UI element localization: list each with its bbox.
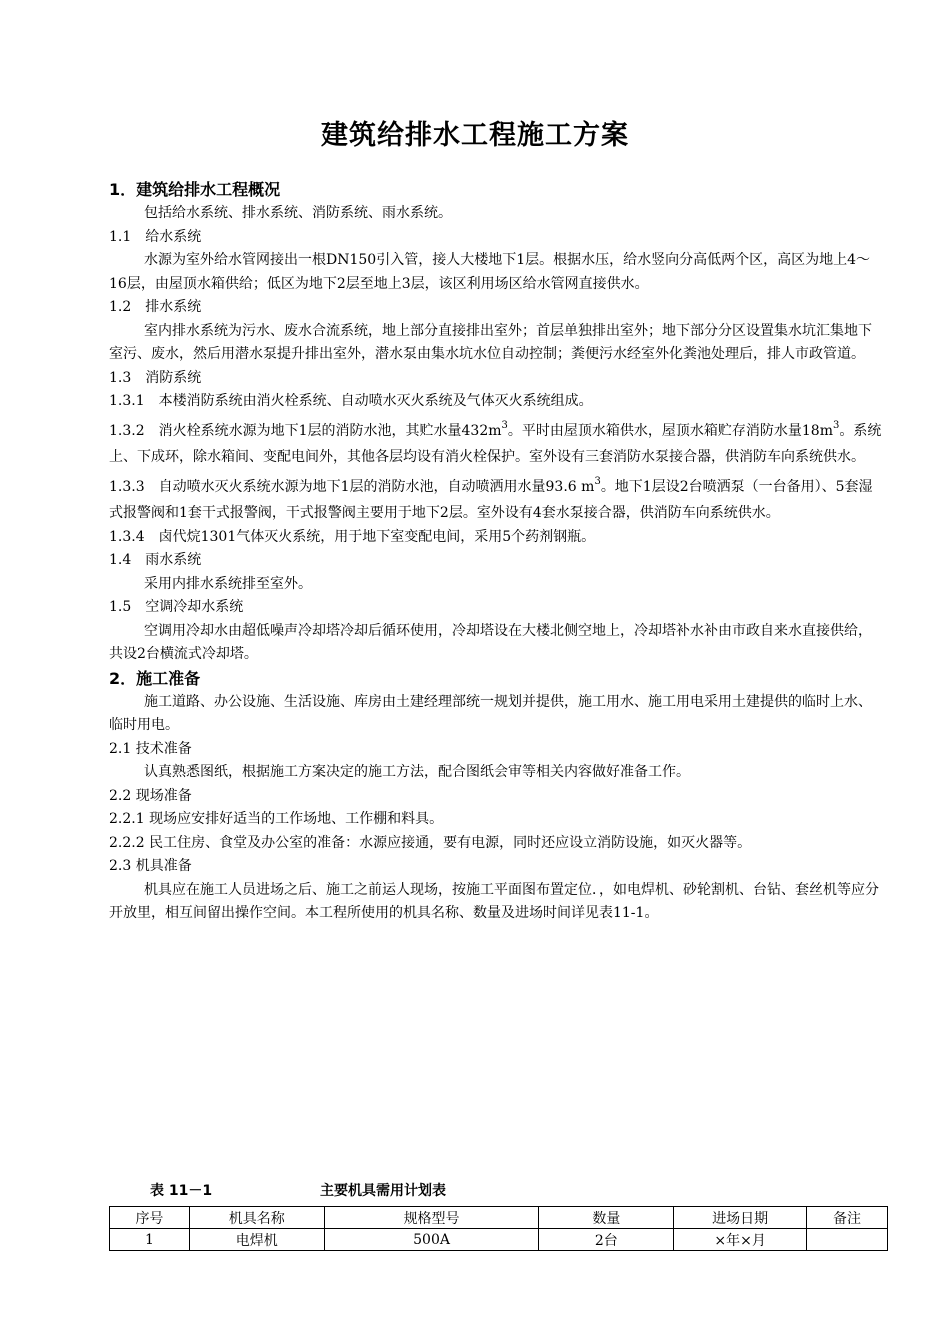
superscript-cubic: 3 <box>594 475 601 487</box>
table-cell: ×年×月 <box>674 1229 807 1251</box>
section-1-3-3-part-b: 。地下1层设2台喷洒泵（一台备用）、5套湿式报警阀和1套干式报警阀，干式报警阀主要用于地下2层。室外设有4套水泵接合器，供消防车向系统供水。 <box>109 478 873 521</box>
table-cell: 500A <box>324 1229 539 1251</box>
section-1-4-text: 采用内排水系统排至室外。 <box>144 575 312 592</box>
superscript-cubic: 3 <box>833 419 840 431</box>
section-1-3-2 <box>109 418 885 470</box>
section-1-3-2-part-a: 1.3.2 消火栓系统水源为地下1层的消防水池，其贮水量432m <box>109 422 502 439</box>
section-1-3-3-part-a: 1.3.3 自动喷水灭火系统水源为地下1层的消防水池，自动喷洒用水量93.6 m <box>109 478 595 495</box>
equipment-plan-table <box>109 1206 888 1251</box>
document-body <box>109 178 885 926</box>
section-1-5-text: 空调用冷却水由超低噪声冷却塔冷却后循环使用，冷却塔设在大楼北侧空地上，冷却塔补水补由市政自来水直接供给，共设2台横流式冷却塔。 <box>109 622 872 662</box>
header-cell: 数量 <box>539 1207 674 1229</box>
section-1-heading: 1．建筑给排水工程概况 <box>109 180 281 199</box>
table-cell: 电焊机 <box>189 1229 324 1251</box>
section-1-3-2-part-b: 。平时由屋顶水箱供水，屋顶水箱贮存消防水量18m <box>507 422 833 439</box>
section-1-intro: 包括给水系统、排水系统、消防系统、雨水系统。 <box>144 205 452 221</box>
table-label: 表 11－1 <box>150 1183 213 1199</box>
section-1-3-2-part-c: 。系统上、下成环，除水箱间、变配电间外，其他各层均设有消火栓保护。室外设有三套消防水泵接合器，供消防车向系统供水。 <box>109 422 882 465</box>
section-1-5-heading: 1.5 空调冷却水系统 <box>109 599 244 615</box>
section-1-1-heading: 1.1 给水系统 <box>109 228 202 245</box>
table-cell: 1 <box>110 1229 190 1251</box>
header-cell: 机具名称 <box>189 1207 324 1229</box>
superscript-cubic: 3 <box>501 419 508 431</box>
table-row <box>110 1229 888 1251</box>
table-cell: 2台 <box>539 1229 674 1251</box>
section-1-4-heading: 1.4 雨水系统 <box>109 552 202 568</box>
table-header-row <box>110 1207 888 1229</box>
section-2-2-heading: 2.2 现场准备 <box>109 787 192 804</box>
section-1-3-4: 1.3.4 卤代烷1301气体灭火系统，用于地下室变配电间，采用5个药剂钢瓶。 <box>109 528 596 545</box>
header-cell: 规格型号 <box>324 1207 539 1229</box>
section-2-2-2: 2.2.2 民工住房、食堂及办公室的准备：水源应接通，要有电源，同时还应设立消防设施，如灭火器等。 <box>109 834 752 851</box>
section-1-2-heading: 1.2 排水系统 <box>109 299 202 315</box>
section-1-3-3 <box>109 474 885 526</box>
section-2-2-1: 2.2.1 现场应安排好适当的工作场地、工作棚和料具。 <box>109 811 444 827</box>
header-cell: 序号 <box>110 1207 190 1229</box>
section-2-3-text: 机具应在施工人员进场之后、施工之前运人现场，按施工平面图布置定位．，如电焊机、砂轮割机、台钻、套丝机等应分开放里，相互间留出操作空间。本工程所使用的机具名称、数量及进场时间详见表11-1。 <box>109 881 879 921</box>
section-1-2-text: 室内排水系统为污水、废水合流系统，地上部分直接排出室外；首层单独排出室外；地下部分分区设置集水坑汇集地下室污、废水，然后用潜水泵提升排出室外，潜水泵由集水坑水位自动控制；粪便污水经室外化粪池处理后，排人市政管道。 <box>109 322 872 362</box>
table-cell <box>807 1229 888 1251</box>
section-2-intro: 施工道路、办公设施、生活设施、库房由土建经理部统一规划并提供，施工用水、施工用电采用土建提供的临时上水、临时用电。 <box>109 693 872 733</box>
document-title: 建筑给排水工程施工方案 <box>321 120 629 151</box>
header-cell: 备注 <box>807 1207 888 1229</box>
table-title: 主要机具需用计划表 <box>320 1183 446 1199</box>
section-2-heading: 2．施工准备 <box>109 668 201 688</box>
table-caption <box>150 1180 446 1200</box>
section-2-3-heading: 2.3 机具准备 <box>109 858 192 874</box>
section-1-3-heading: 1.3 消防系统 <box>109 369 202 386</box>
section-2-1-text: 认真熟悉图纸，根据施工方案决定的施工方法，配合图纸会审等相关内容做好准备工作。 <box>144 764 690 780</box>
header-cell: 进场日期 <box>674 1207 807 1229</box>
section-2-1-heading: 2.1 技术准备 <box>109 740 192 757</box>
section-1-1-text: 水源为室外给水管网接出一根DN150引入管，接人大楼地下1层。根据水压，给水竖向分高低两个区，高区为地上4～16层，由屋顶水箱供给；低区为地下2层至地上3层，该区利用场区给水管网直接供水。 <box>109 252 871 292</box>
section-1-3-1: 1.3.1 本楼消防系统由消火栓系统、自动喷水灭火系统及气体灭火系统组成。 <box>109 393 593 409</box>
